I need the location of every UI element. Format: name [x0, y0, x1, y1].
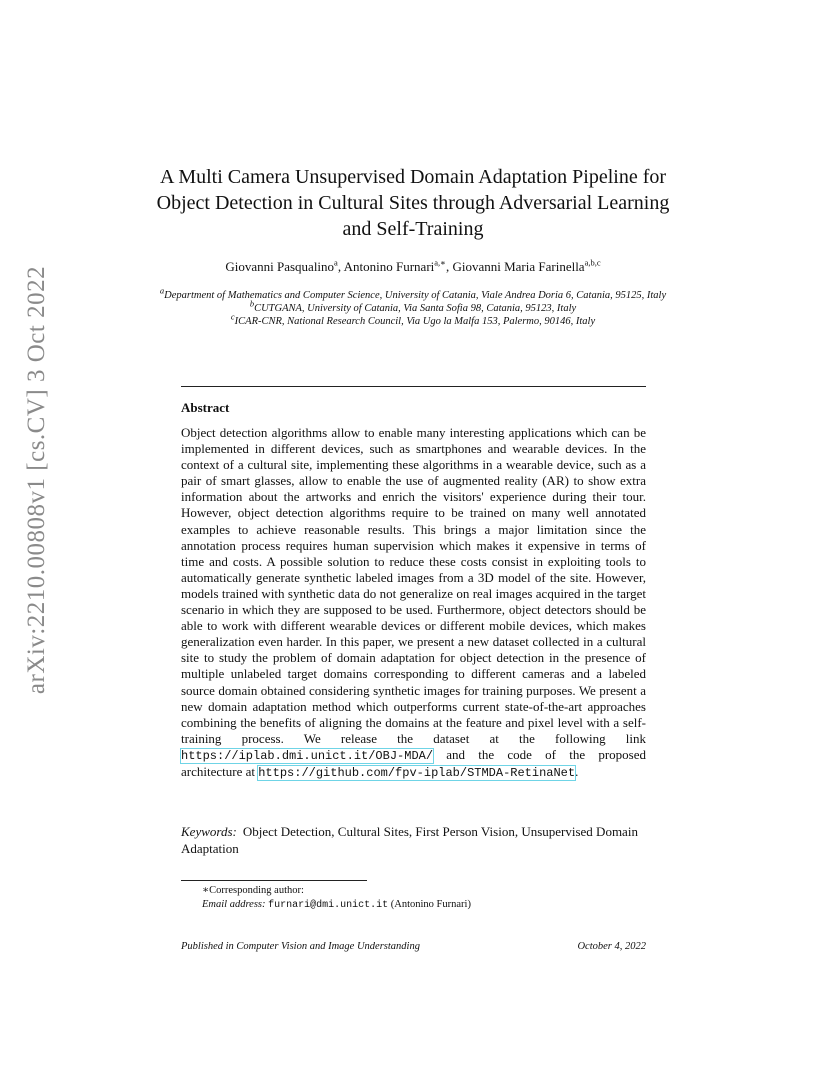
affiliation: $^b$CUTGANA, University of Catania, Via Santa Sofia 98, Catania, 95123, Italy: [249, 298, 577, 314]
code-link[interactable]: https://github.com/fpv-iplab/STMDA-RetinaNet: [258, 765, 576, 780]
author-affil-mark: a: [334, 257, 338, 268]
arxiv-side-stamp: [12, 265, 62, 695]
abstract-text: Object detection algorithms allow to enable many interesting applications which can be implemented in different devices, such as smartphones and wearable devices. In the context of a cultural site, implementing these algorithms in a wearable device, such as a pair of smart glasses, allow to enable the use of augmented reality (AR) to show extra information about the artworks and enrich the visitors' experience during their tour. However, object detection algorithms require to be trained on many well annotated examples to achieve reasonable results. This brings a major limitation since the annotation process requires human supervision which makes it expensive in terms of time and costs. A possible solution to reduce these costs consist in exploiting tools to automatically generate synthetic labeled images from a 3D model of the site. However, models trained with synthetic data do not generalize on real images acquired in the target scenario in which they are supposed to be used. Furthermore, object detectors should be able to work with different wearable devices or different mobile devices, which makes generalization even harder. In this paper, we present a new dataset collected in a cultural site to study the problem of domain adaptation for object detection in the presence of multiple unlabeled target domains corresponding to different cameras and a labeled source domain obtained considering synthetic images for training purposes. We present a new domain adaptation method which outperforms current state-of-the-art approaches combining the benefits of aligning the domains at the feature and pixel level with a self-training process. We release the dataset at the following link https://iplab.dmi.unict.it/OBJ-MDA/ and the code of the proposed architecture at https://github.com/fpv-iplab/STMDA-RetinaNet.: [181, 425, 647, 780]
abstract-heading: Abstract: [181, 400, 230, 415]
author-name: Giovanni Maria Farinella: [452, 259, 585, 274]
dataset-link[interactable]: https://iplab.dmi.unict.it/OBJ-MDA/: [181, 748, 434, 763]
keywords-label: Keywords:: [181, 824, 237, 839]
paper-title: A Multi Camera Unsupervised Domain Adaptation Pipeline for Object Detection in Cultural Sites through Adversarial Learning and Self-Training: [156, 166, 670, 240]
author-affil-mark: a,∗: [434, 257, 446, 268]
abstract-top-rule: [181, 386, 646, 387]
author-name: Giovanni Pasqualino: [225, 259, 335, 274]
affiliation-list: [150, 285, 676, 328]
author-list: Giovanni Pasqualino$^a$, Antonino Furnari$^{a,∗}$, Giovanni Maria Farinella$^{a,b,c}$: [225, 257, 601, 274]
arxiv-identifier: arXiv:2210.00808v1 [cs.CV] 3 Oct 2022: [23, 265, 51, 695]
email-address: furnari@dmi.unict.it: [268, 900, 389, 911]
author-affil-mark: a,b,c: [584, 257, 601, 268]
author-name: Antonino Furnari: [343, 259, 435, 274]
affiliation: $^a$Department of Mathematics and Computer Science, University of Catania, Viale Andrea Doria 6, Catania, 95125, Italy: [159, 285, 667, 301]
journal-name: Published in Computer Vision and Image Understanding: [181, 941, 420, 952]
footnote: [181, 884, 646, 913]
keywords-text: Object Detection, Cultural Sites, First Person Vision, Unsupervised Domain Adaptation: [181, 824, 638, 856]
corresponding-author-note: ∗Corresponding author:: [202, 885, 304, 896]
footer-date: October 4, 2022: [577, 941, 646, 952]
page-footer: [181, 941, 646, 952]
email-note: Email address: furnari@dmi.unict.it (Antonino Furnari): [202, 899, 471, 911]
keywords: [181, 823, 646, 857]
footnote-rule: [181, 880, 367, 881]
affiliation: $^c$ICAR-CNR, National Research Council, Via Ugo la Malfa 153, Palermo, 90146, Italy: [230, 311, 596, 327]
